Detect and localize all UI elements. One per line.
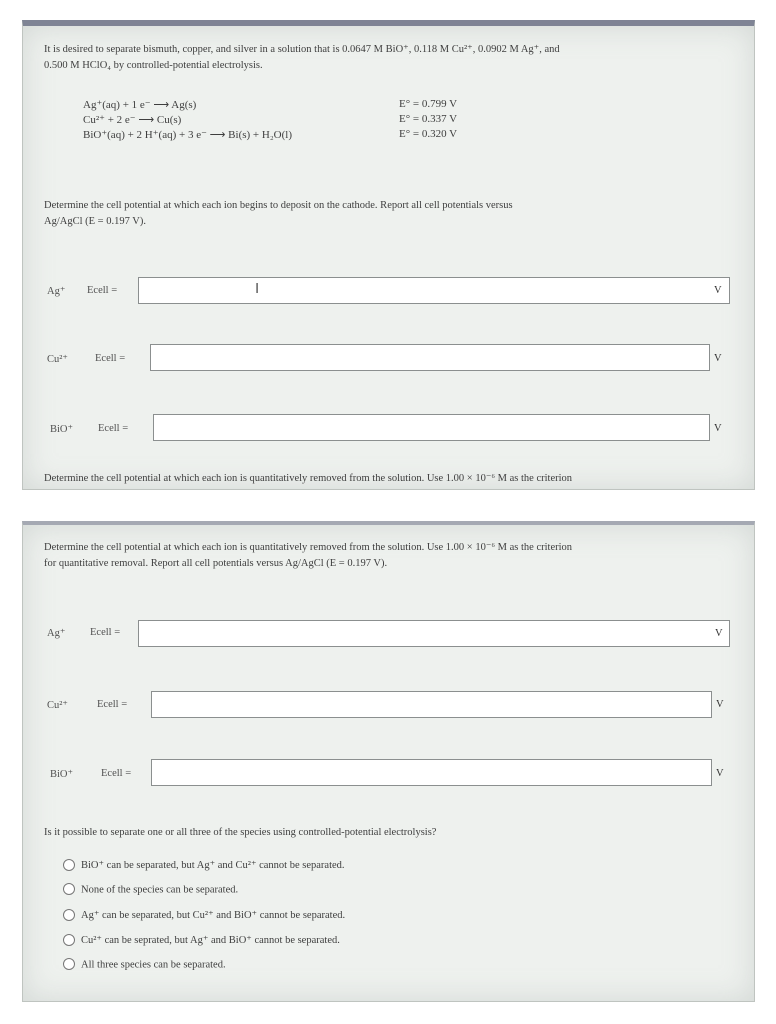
- cu-ion-label: Cu²⁺: [47, 700, 68, 711]
- reaction-equation-bi: BiO⁺(aq) + 2 H⁺(aq) + 3 e⁻ ⟶ Bi(s) + H₂O(l): [83, 129, 292, 141]
- mc-question: Is it possible to separate one or all three of the species using controlled-potential electrolysis?: [44, 827, 437, 838]
- text-cursor-icon: I: [255, 280, 260, 297]
- bio-ecell-label: Ecell =: [101, 768, 132, 779]
- option-ag-separated[interactable]: Ag⁺ can be separated, but Cu²⁺ and BiO⁺ cannot be separated.: [63, 909, 345, 922]
- reaction-equation-ag: Ag⁺(aq) + 1 e⁻ ⟶ Ag(s): [83, 99, 197, 111]
- question-panel-top: [22, 20, 755, 490]
- ag-unit-label: V: [715, 628, 723, 639]
- bio-unit-label: V: [716, 768, 724, 779]
- removal-question-line-2: for quantitative removal. Report all cell potentials versus Ag/AgCl (E = 0.197 V).: [44, 558, 388, 569]
- bio-ion-label: BiO⁺: [50, 424, 74, 435]
- bio-ecell-label: Ecell =: [98, 423, 129, 434]
- option-none-separated[interactable]: None of the species can be separated.: [63, 884, 238, 896]
- option-bio-separated[interactable]: BiO⁺ can be separated, but Ag⁺ and Cu²⁺ cannot be separated.: [63, 859, 345, 872]
- intro-text: [44, 42, 734, 74]
- radio-button[interactable]: [63, 883, 75, 895]
- ag-ion-label: Ag⁺: [47, 628, 66, 639]
- cu-unit-label: V: [714, 353, 722, 364]
- bio-unit-label: V: [714, 423, 722, 434]
- option-all-separated[interactable]: All three species can be separated.: [63, 959, 226, 971]
- bio-deposit-ecell-input[interactable]: [153, 414, 710, 441]
- intro-line-2: 0.500 M HClO₄ by controlled-potential electrolysis.: [44, 60, 263, 71]
- ag-removal-ecell-input[interactable]: [138, 620, 730, 647]
- deposit-question-line-1: Determine the cell potential at which each ion begins to deposit on the cathode. Report all cell potentials versus: [44, 200, 513, 211]
- reaction-potential-cu: E° = 0.337 V: [399, 113, 458, 125]
- cu-deposit-ecell-input[interactable]: [150, 344, 710, 371]
- reaction-equation-cu: Cu²⁺ + 2 e⁻ ⟶ Cu(s): [83, 114, 182, 126]
- ag-ecell-label: Ecell =: [87, 285, 118, 296]
- deposit-question: [44, 198, 734, 230]
- reaction-potential-ag: E° = 0.799 V: [399, 98, 458, 110]
- cutoff-question-text: Determine the cell potential at which each ion is quantitatively removed from the solution. Use 1.00 × 10⁻⁶ M as the criterion: [44, 473, 573, 484]
- radio-button[interactable]: [63, 859, 75, 871]
- option-cu-separated[interactable]: Cu²⁺ can be seprated, but Ag⁺ and BiO⁺ cannot be separated.: [63, 934, 340, 947]
- radio-button[interactable]: [63, 958, 75, 970]
- deposit-question-line-2: Ag/AgCl (E = 0.197 V).: [44, 216, 146, 227]
- bio-removal-ecell-input[interactable]: [151, 759, 712, 786]
- cu-ion-label: Cu²⁺: [47, 354, 68, 365]
- intro-line-1: It is desired to separate bismuth, copper, and silver in a solution that is 0.0647 M BiO⁺, 0.118 M Cu²⁺, 0.0902 M Ag⁺, and: [44, 44, 560, 55]
- cu-ecell-label: Ecell =: [97, 699, 128, 710]
- cu-unit-label: V: [716, 699, 724, 710]
- cu-removal-ecell-input[interactable]: [151, 691, 712, 718]
- ag-ecell-label: Ecell =: [90, 627, 121, 638]
- radio-button[interactable]: [63, 934, 75, 946]
- radio-button[interactable]: [63, 909, 75, 921]
- ag-unit-label: V: [714, 285, 722, 296]
- reaction-potential-bi: E° = 0.320 V: [399, 128, 458, 140]
- question-panel-bottom: [22, 521, 755, 1002]
- ag-ion-label: Ag⁺: [47, 286, 66, 297]
- ag-deposit-ecell-input[interactable]: [138, 277, 730, 304]
- bio-ion-label: BiO⁺: [50, 769, 74, 780]
- removal-question-line-1: Determine the cell potential at which each ion is quantitatively removed from the solution. Use 1.00 × 10⁻⁶ M as the criterion: [44, 542, 573, 553]
- cu-ecell-label: Ecell =: [95, 353, 126, 364]
- removal-question: [44, 540, 734, 572]
